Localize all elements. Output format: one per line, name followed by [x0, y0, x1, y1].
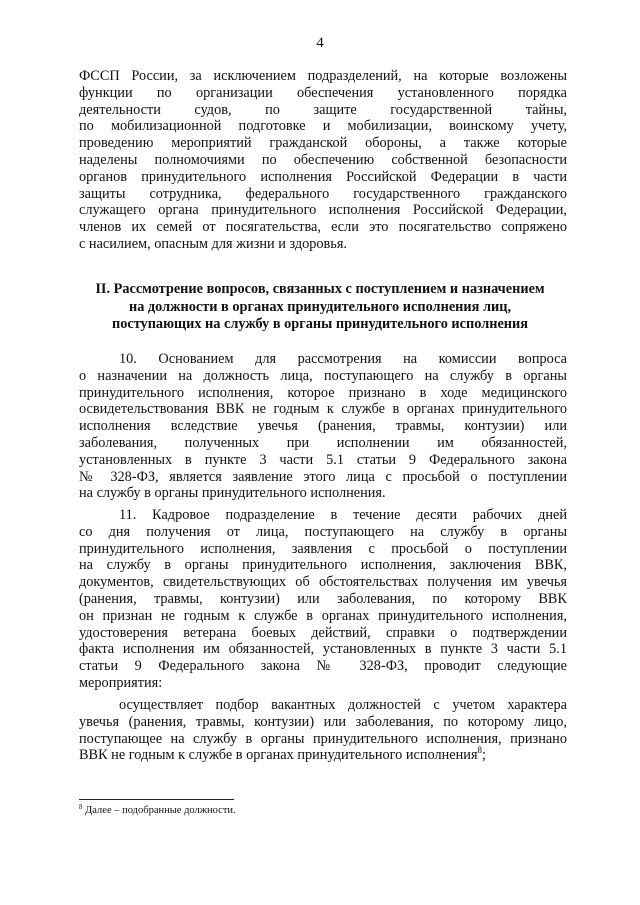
text-line: по мобилизационной подготовке и мобилизации, воинскому учету,	[79, 118, 567, 135]
text-line: членов их семей от посягательства, если это посягательство сопряжено	[79, 219, 567, 236]
footnote-text: Далее – подобранные должности.	[82, 805, 236, 816]
paragraph-sub-item	[79, 697, 567, 764]
footnote	[79, 805, 236, 816]
text-line: принудительного исполнения, которое признано в ходе медицинского	[79, 384, 567, 401]
paragraph-10	[79, 351, 567, 502]
text-line: документов, свидетельствующих об обстоятельствах получения им увечья	[79, 574, 567, 591]
page-number: 4	[316, 35, 324, 51]
text-line: на службу в органы принудительного исполнения.	[79, 485, 386, 502]
heading-line: поступающих на службу в органы принудительного исполнения	[111, 316, 529, 332]
text-line: установленных в пункте 3 части 5.1 статьи 9 Федерального закона	[79, 451, 567, 468]
text-line: № 328-ФЗ, является заявление этого лица с просьбой о поступлении	[79, 468, 567, 485]
text-line: удостоверения ветерана боевых действий, справки о подтверждении	[79, 624, 567, 641]
text-line: служащего органа принудительного исполнения Российской Федерации,	[79, 202, 567, 219]
heading-line: II. Рассмотрение вопросов, связанных с поступлением и назначением	[95, 281, 545, 297]
footnote-mark: 8	[79, 803, 83, 811]
text-fragment: ;	[482, 747, 487, 764]
text-line: защиты сотрудника, федерального государственного гражданского	[79, 185, 567, 202]
text-line: освидетельствования ВВК не годным к службе в органах принудительного	[79, 401, 567, 418]
paragraph-intro	[79, 68, 567, 253]
text-line: осуществляет подбор вакантных должностей с учетом характера	[119, 697, 567, 713]
text-line: ФССП России, за исключением подразделений, на которые возложены	[79, 68, 567, 84]
text-line: факта исполнения им обязанностей, установленных в пункте 3 части 5.1	[79, 641, 567, 658]
text-line: увечья (ранения, травмы, контузии) или заболевания, по которому лицо,	[79, 713, 567, 730]
text-line: исполнения вследствие увечья (ранения, травмы, контузии) или	[79, 418, 567, 435]
text-line: органов принудительного исполнения Российской Федерации в части	[79, 168, 567, 185]
footnote-divider	[79, 799, 234, 800]
heading-line: на должности в органах принудительного исполнения лиц,	[128, 298, 512, 315]
section-heading	[60, 281, 580, 334]
text-line: заболевания, полученных при исполнении им обязанностей,	[79, 434, 567, 451]
text-line: функции по организации обеспечения установленного порядка	[79, 84, 567, 101]
text-line: о назначении на должность лица, поступающего на службу в органы	[79, 367, 567, 384]
text-line: он признан не годным к службе в органах принудительного исполнения,	[79, 607, 567, 624]
text-line: 11. Кадровое подразделение в течение десяти рабочих дней	[119, 507, 567, 523]
text-line: деятельности судов, по защите государственной тайны,	[79, 101, 567, 118]
text-line: на службу в органы принудительного исполнения, заключения ВВК,	[79, 557, 567, 574]
paragraph-11	[79, 507, 567, 692]
text-line	[79, 747, 567, 764]
text-line: наделены полномочиями по обеспечению собственной безопасности	[79, 151, 567, 168]
text-line: (ранения, травмы, контузии) или заболевания, по которому ВВК	[79, 590, 567, 607]
text-line: со дня получения от лица, поступающего на службу в органы	[79, 523, 567, 540]
text-line: мероприятия:	[79, 674, 163, 691]
text-line: проведению мероприятий гражданской обороны, а также которые	[79, 135, 567, 152]
text-line: с насилием, опасным для жизни и здоровья.	[79, 235, 347, 252]
footnote-reference: 8	[477, 745, 483, 756]
text-line: поступающее на службу в органы принудительного исполнения, признано	[79, 730, 567, 747]
text-line: 10. Основанием для рассмотрения на комиссии вопроса	[119, 351, 567, 367]
text-fragment: ВВК не годным к службе в органах принудительного исполнения	[79, 747, 478, 764]
text-line: принудительного исполнения, заявления с просьбой о поступлении	[79, 540, 567, 557]
text-line: статьи 9 Федерального закона № 328-ФЗ, проводит следующие	[79, 658, 567, 675]
